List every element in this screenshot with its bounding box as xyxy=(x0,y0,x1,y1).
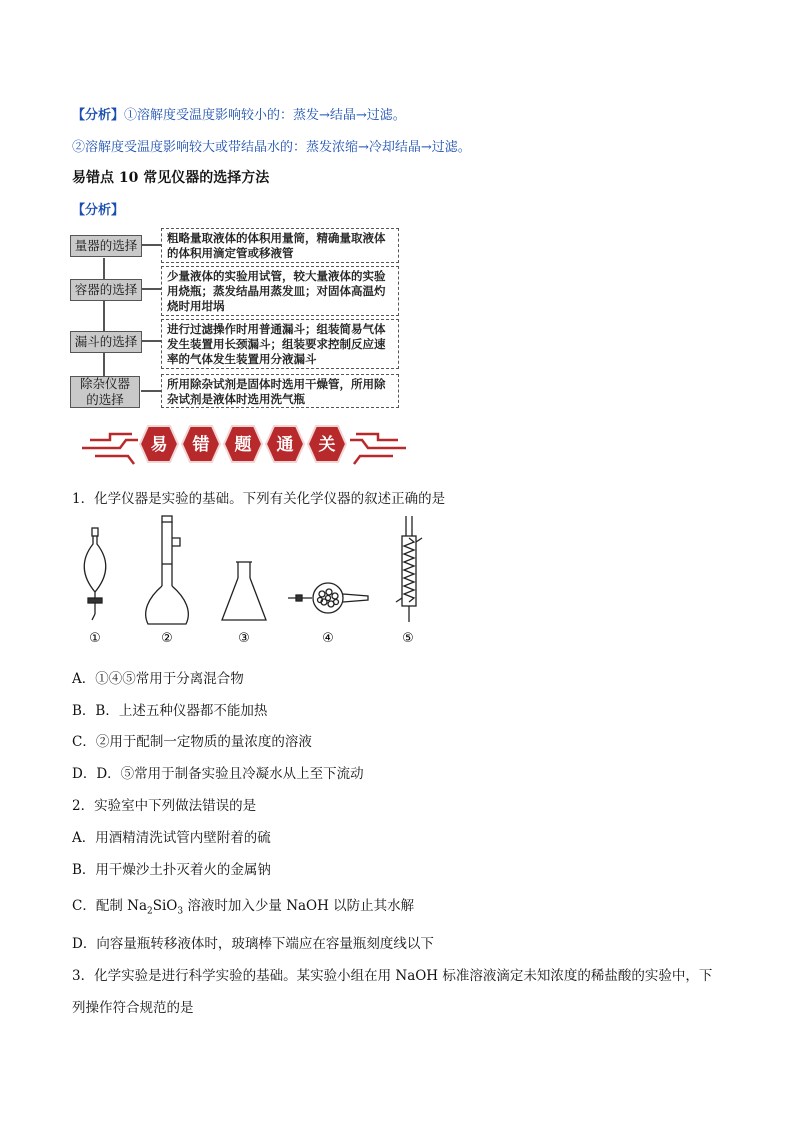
instrument-label-4: ④ xyxy=(322,631,334,646)
q2-option-c-suffix: 溶液时加入少量 NaOH 以防止其水解 xyxy=(183,898,415,914)
q2-formula-na: Na xyxy=(127,898,147,914)
volumetric-flask-icon xyxy=(146,516,189,624)
instrument-label-2: ② xyxy=(161,631,173,646)
diagram-desc-measure: 粗略量取液体的体积用量筒，精确量取液体的体积用滴定管或移液管 xyxy=(161,228,399,263)
q2-option-c xyxy=(72,894,414,917)
diagram-label-container: 容器的选择 xyxy=(70,279,142,301)
diagram-arrow-1 xyxy=(141,244,161,246)
q2-option-c-prefix: C．配制 xyxy=(72,898,128,914)
condenser-icon xyxy=(396,516,422,622)
analysis-text-1: ①溶解度受温度影响较小的：蒸发→结晶→过滤。 xyxy=(124,108,406,123)
banner xyxy=(80,418,410,470)
banner-char-3: 题 xyxy=(234,435,252,455)
q1-stem: 1．化学仪器是实验的基础。下列有关化学仪器的叙述正确的是 xyxy=(72,491,446,507)
diagram-desc-impurity: 所用除杂试剂是固体时选用干燥管，所用除杂试剂是液体时选用洗气瓶 xyxy=(161,374,399,408)
banner-char-2: 错 xyxy=(192,435,210,455)
section-analysis-tag: 【分析】 xyxy=(72,203,125,218)
q1-option-b: B．B．上述五种仪器都不能加热 xyxy=(72,703,268,719)
separatory-funnel-icon xyxy=(84,528,106,620)
diagram-label-measure: 量器的选择 xyxy=(70,235,142,257)
banner-char-5: 关 xyxy=(318,435,336,455)
q2-formula-sub1: 2 xyxy=(147,906,153,917)
instrument-label-3: ③ xyxy=(238,631,250,646)
q2-stem: 2．实验室中下列做法错误的是 xyxy=(72,798,257,814)
instrument-figure xyxy=(70,512,430,652)
banner-right-decoration xyxy=(350,434,406,464)
analysis-line-1 xyxy=(72,104,406,123)
q1-option-d: D．D．⑤常用于制备实验且冷凝水从上至下流动 xyxy=(72,766,364,782)
q1-option-a: A．①④⑤常用于分离混合物 xyxy=(72,671,244,687)
q3-stem-line2: 列操作符合规范的是 xyxy=(72,1000,194,1016)
q3-stem-line1: 3．化学实验是进行科学实验的基础。某实验小组在用 NaOH 标准溶液滴定未知浓度的稀盐酸的实验中，下 xyxy=(72,968,713,984)
banner-char-1: 易 xyxy=(150,435,168,455)
q1-option-c: C．②用于配制一定物质的量浓度的溶液 xyxy=(72,734,312,750)
q2-option-d: D．向容量瓶转移液体时，玻璃棒下端应在容量瓶刻度线以下 xyxy=(72,936,434,952)
q2-option-a: A．用酒精清洗试管内壁附着的硫 xyxy=(72,830,271,846)
q2-formula-sub2: 3 xyxy=(177,906,184,917)
diagram-arrow-3 xyxy=(141,340,161,342)
diagram-connector xyxy=(103,258,105,378)
q2-option-b: B．用干燥沙土扑灭着火的金属钠 xyxy=(72,862,271,878)
diagram-label-impurity: 除杂仪器的选择 xyxy=(70,376,140,408)
conical-flask-icon xyxy=(222,562,266,620)
diagram-desc-funnel: 进行过滤操作时用普通漏斗；组装简易气体发生装置用长颈漏斗；组装要求控制反应速率的气体发生装置用分液漏斗 xyxy=(161,319,399,369)
instrument-label-5: ⑤ xyxy=(402,631,414,646)
q2-formula xyxy=(127,898,184,917)
diagram-arrow-2 xyxy=(141,288,161,290)
banner-char-4: 通 xyxy=(276,435,294,455)
diagram-label-funnel: 漏斗的选择 xyxy=(70,331,142,353)
drying-tube-icon xyxy=(288,583,368,613)
analysis-tag: 【分析】 xyxy=(72,108,125,123)
q2-formula-sio: SiO xyxy=(152,898,178,914)
diagram-arrow-4 xyxy=(141,390,161,392)
analysis-line-2: ②溶解度受温度影响较大或带结晶水的：蒸发浓缩→冷却结晶→过滤。 xyxy=(72,140,471,155)
instrument-label-1: ① xyxy=(89,631,101,646)
section-title: 易错点 10 常见仪器的选择方法 xyxy=(72,170,270,186)
banner-left-decoration xyxy=(82,434,138,464)
diagram-desc-container: 少量液体的实验用试管，较大量液体的实验用烧瓶；蒸发结晶用蒸发皿；对固体高温灼烧时用坩埚 xyxy=(161,266,399,316)
